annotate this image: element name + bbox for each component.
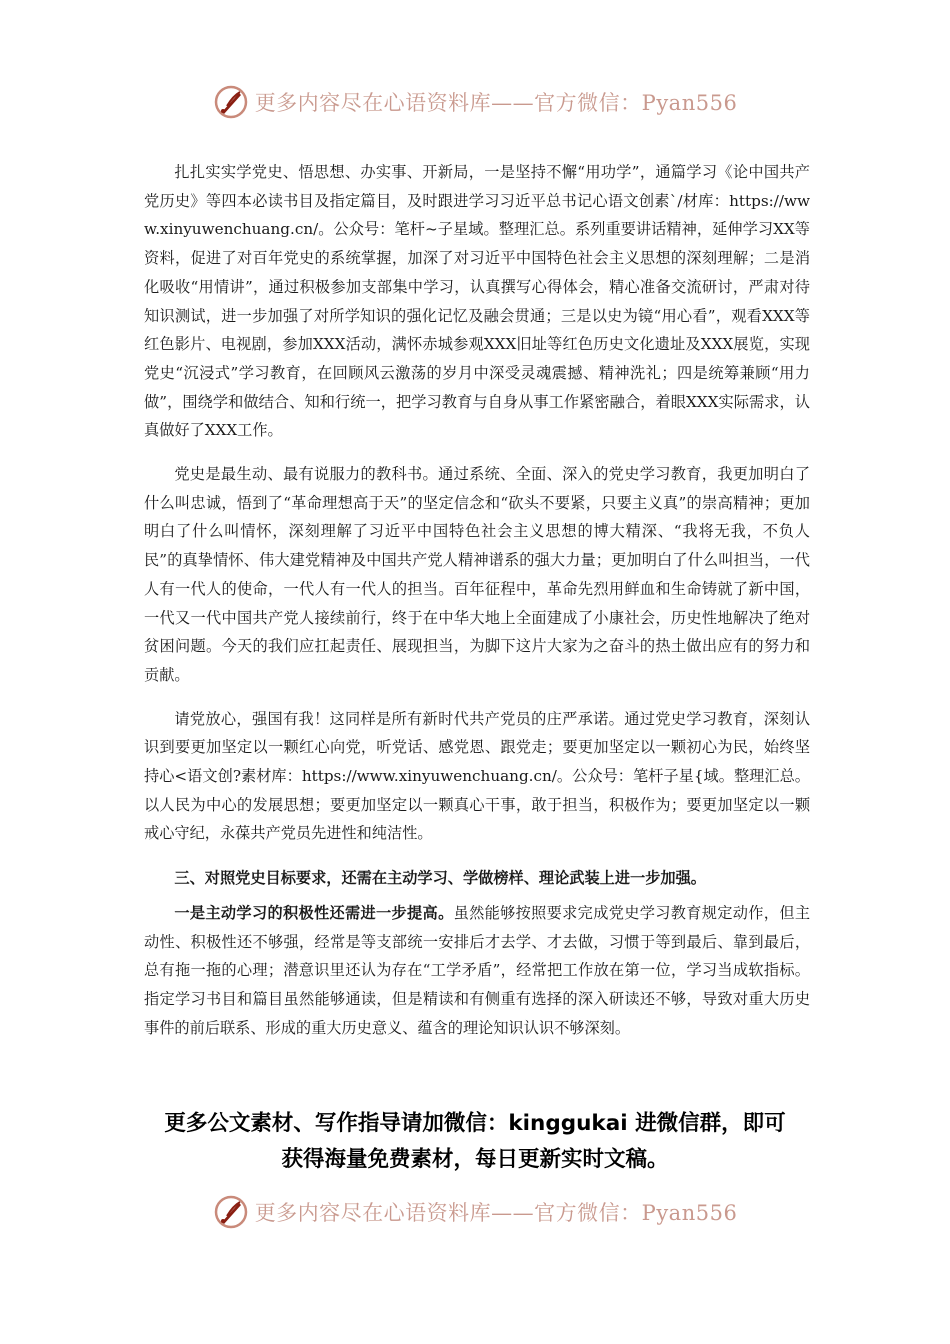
banner-text: 更多内容尽在心语资料库——官方微信：Pyan556 bbox=[254, 91, 738, 115]
quill-pen-icon bbox=[213, 84, 249, 120]
header-banner bbox=[0, 80, 950, 124]
point-one-lead: 一是主动学习的积极性还需进一步提高。 bbox=[174, 903, 454, 922]
section-heading: 三、对照党史目标要求，还需在主动学习、学做榜样、理论武装上进一步加强。 bbox=[174, 869, 706, 888]
promo-line-1: 更多公文素材、写作指导请加微信：kinggukai 进微信群，即可 bbox=[164, 1111, 786, 1136]
promo-line-2: 获得海量免费素材，每日更新实时文稿。 bbox=[281, 1147, 669, 1172]
paragraph-study-summary: 扎扎实实学党史、悟思想、办实事、开新局，一是坚持不懈“用功学”，通篇学习《论中国共产党历史》等四本必读书目及指定篇目，及时跟进学习习近平总书记心语文创素`/材库：https://www.xinyuwenchuang.cn/。公众号：笔杆~子星域。整理汇总。系列重要讲话精神，延伸学习XX等资料，促进了对百年党史的系统掌握，加深了对习近平中国特色社会主义思想的深刻理解；二是消化吸收“用情讲”，通过积极参加支部集中学习，认真撰写心得体会，精心准备交流研讨，严肃对待知识测试，进一步加强了对所学知识的强化记忆及融会贯通；三是以史为镜“用心看”，观看XXX等红色影片、电视剧，参加XXX活动，满怀赤城参观XXX旧址等红色历史文化遗址及XXX展览，实现党史“沉浸式”学习教育，在回顾风云激荡的岁月中深受灵魂震撼、精神洗礼；四是统筹兼顾“用力做”，围绕学和做结合、知和行统一，把学习教育与自身从事工作紧密融合，着眼XXX实际需求，认真做好了XXX工作。 bbox=[144, 163, 810, 440]
point-one-body: 虽然能够按照要求完成党史学习教育规定动作，但主动性、积极性还不够强，经常是等支部统一安排后才去学、才去做，习惯于等到最后、靠到最后，总有拖一拖的心理；潜意识里还认为存在“工学矛盾”，经常把工作放在第一位，学习当成软指标。指定学习书目和篇目虽然能够通读，但是精读和有侧重有选择的深入研读还不够，导致对重大历史事件的前后联系、形成的重大历史意义、蕴含的理论知识认识不够深刻。 bbox=[144, 903, 811, 1037]
paragraph-commitment: 请党放心，强国有我！这同样是所有新时代共产党员的庄严承诺。通过党史学习教育，深刻认识到要更加坚定以一颗红心向党，听党话、感党恩、跟党走；要更加坚定以一颗初心为民，始终坚持心<语文创?素材库：https://www.xinyuwenchuang.cn/。公众号：笔杆子星{域。整理汇总。以人民为中心的发展思想；要更加坚定以一颗真心干事，敢于担当，积极作为；要更加坚定以一颗戒心守纪，永葆共产党员先进性和纯洁性。 bbox=[144, 709, 810, 843]
paragraph-point-one bbox=[144, 899, 810, 1043]
promo-notice bbox=[0, 1106, 950, 1178]
footer-banner bbox=[0, 1190, 950, 1234]
paragraph-party-history: 党史是最生动、最有说服力的教科书。通过系统、全面、深入的党史学习教育，我更加明白了什么叫忠诚，悟到了“革命理想高于天”的坚定信念和“砍头不要紧，只要主义真”的崇高精神；更加明白了什么叫情怀，深刻理解了习近平中国特色社会主义思想的博大精深、“我将无我，不负人民”的真挚情怀、伟大建党精神及中国共产党人精神谱系的强大力量；更加明白了什么叫担当，一代人有一代人的使命，一代人有一代人的担当。百年征程中，革命先烈用鲜血和生命铸就了新中国，一代又一代中国共产党人接续前行，终于在中华大地上全面建成了小康社会，历史性地解决了绝对贫困问题。今天的我们应扛起责任、展现担当，为脚下这片大家为之奋斗的热土做出应有的努力和贡献。 bbox=[144, 465, 810, 684]
banner-text: 更多内容尽在心语资料库——官方微信：Pyan556 bbox=[254, 1201, 738, 1225]
document-body bbox=[144, 158, 810, 1042]
quill-pen-icon bbox=[213, 1194, 249, 1230]
